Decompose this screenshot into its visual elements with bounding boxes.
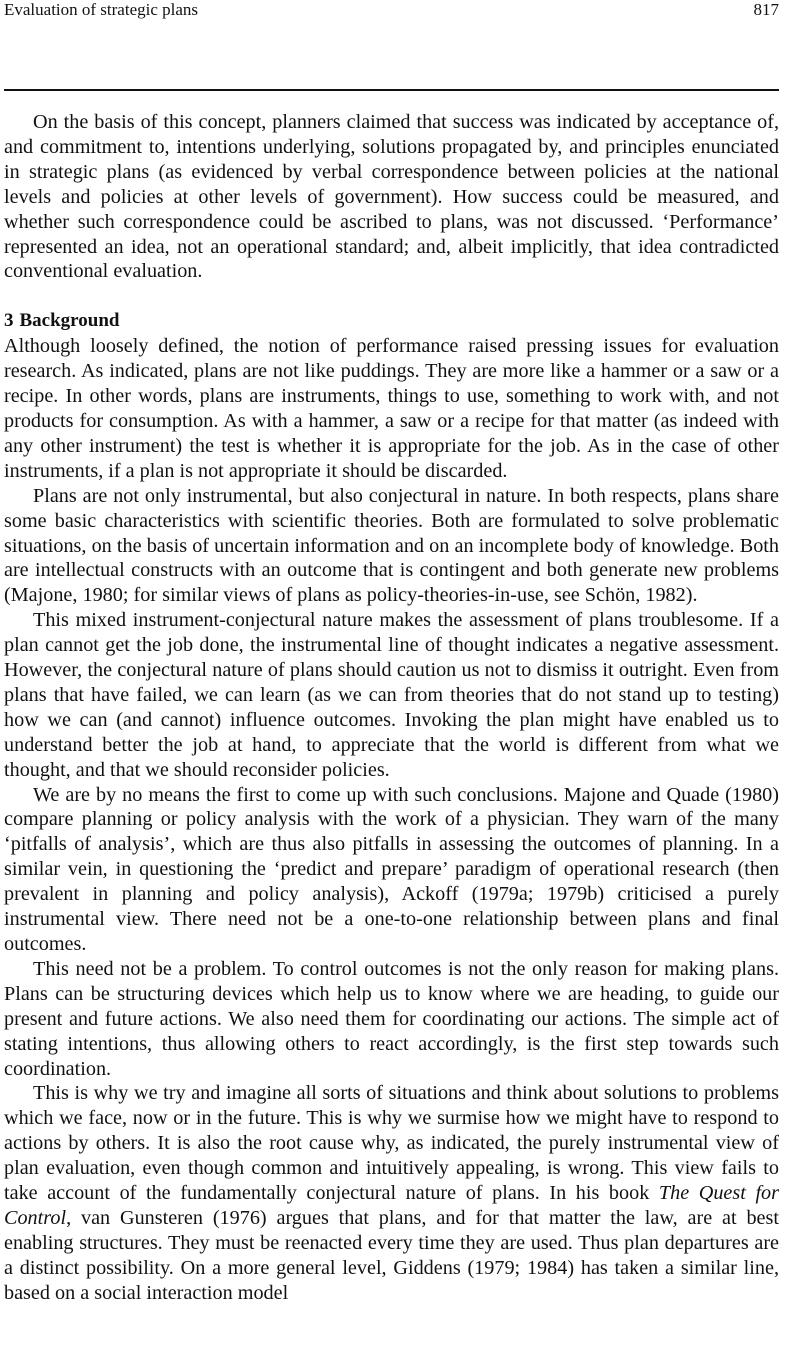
book-title: The Quest for Control [4,1182,780,1229]
paragraph-text: This is why we try and imagine all sorts of situations and think about solutions to problems which we face, now or in the future. This is why we surmise how we might have to respond to actions by others. It is also the root cause why, as indicated, the purely instrumental view of plan evaluation, even though common and intuitively appealing, is wrong. This view fails to take account of the fundamentally conjectural nature of plans. In his book [4,1082,779,1205]
paragraph: We are by no means the first to come up with such conclusions. Majone and Quade (1980) compare planning or policy analysis with the work of a physician. They warn of the many ‘pitfalls of analysis’, which are thus also pitfalls in assessing the outcomes of planning. In a similar vein, in questioning the ‘predict and prepare’ paradigm of operational research (then prevalent in planning and policy analysis), Ackoff (1979a; 1979b) criticised a purely instrumental view. There need not be a one-to-one relationship between plans and final outcomes. [4,783,779,955]
section-heading [4,309,779,334]
article-body [4,110,779,1306]
paragraph: On the basis of this concept, planners claimed that success was indicated by acceptance of, and commitment to, intentions underlying, solutions propagated by, and principles enunciated in strategic plans (as evidenced by verbal correspondence between policies at the national levels and policies at other levels of government). How success could be measured, and whether such correspondence could be ascribed to plans, was not discussed. ‘Performance’ represented an idea, not an operational standard; and, albeit implicitly, that idea contradicted conventional evaluation. [4,111,779,283]
paragraph: Although loosely defined, the notion of performance raised pressing issues for evaluation research. As indicated, plans are not like puddings. They are more like a hammer or a saw or a recipe. In other words, plans are instruments, things to use, something to work with, and not products for consumption. As with a hammer, a saw or a recipe for that matter (as indeed with any other instrument) the test is whether it is appropriate for the job. As in the case of other instruments, if a plan is not appropriate it should be discarded. [4,335,779,482]
page-number: 817 [753,0,779,19]
paragraph [4,1081,779,1305]
section-title: Background [19,310,120,332]
paragraph: Plans are not only instrumental, but also conjectural in nature. In both respects, plans share some basic characteristics with scientific theories. Both are formulated to solve problematic situations, on the basis of uncertain information and on an incomplete body of knowledge. Both are intellectual constructs with an outcome that is contingent and both generate new problems (Majone, 1980; for similar views of plans as policy-theories-in-use, see Schön, 1982). [4,484,779,607]
running-header [4,0,779,22]
header-rule [4,89,779,91]
running-title: Evaluation of strategic plans [4,0,199,19]
paragraph: This need not be a problem. To control outcomes is not the only reason for making plans. Plans can be structuring devices which help us to know where we are heading, to guide our present and future actions. We also need them for coordinating our actions. The simple act of stating intentions, thus allowing others to react accordingly, is the first step towards such coordination. [4,957,779,1080]
paragraph-text: , van Gunsteren (1976) argues that plans, and for that matter the law, are at best enabling structures. They must be reenacted every time they are used. Thus plan departures are a distinct possibility. On a more general level, Giddens (1979; 1984) has taken a similar line, based on a social interaction model [4,1206,779,1304]
section-number: 3 [4,310,14,332]
paragraph: This mixed instrument-conjectural nature makes the assessment of plans troublesome. If a plan cannot get the job done, the instrumental line of thought indicates a negative assessment. However, the conjectural nature of plans should caution us not to dismiss it outright. Even from plans that have failed, we can learn (as we can from theories that do not stand up to testing) how we can (and cannot) influence outcomes. Invoking the plan might have enabled us to understand better the job at hand, to appreciate that the world is different from what we thought, and that we should reconsider policies. [4,609,779,781]
